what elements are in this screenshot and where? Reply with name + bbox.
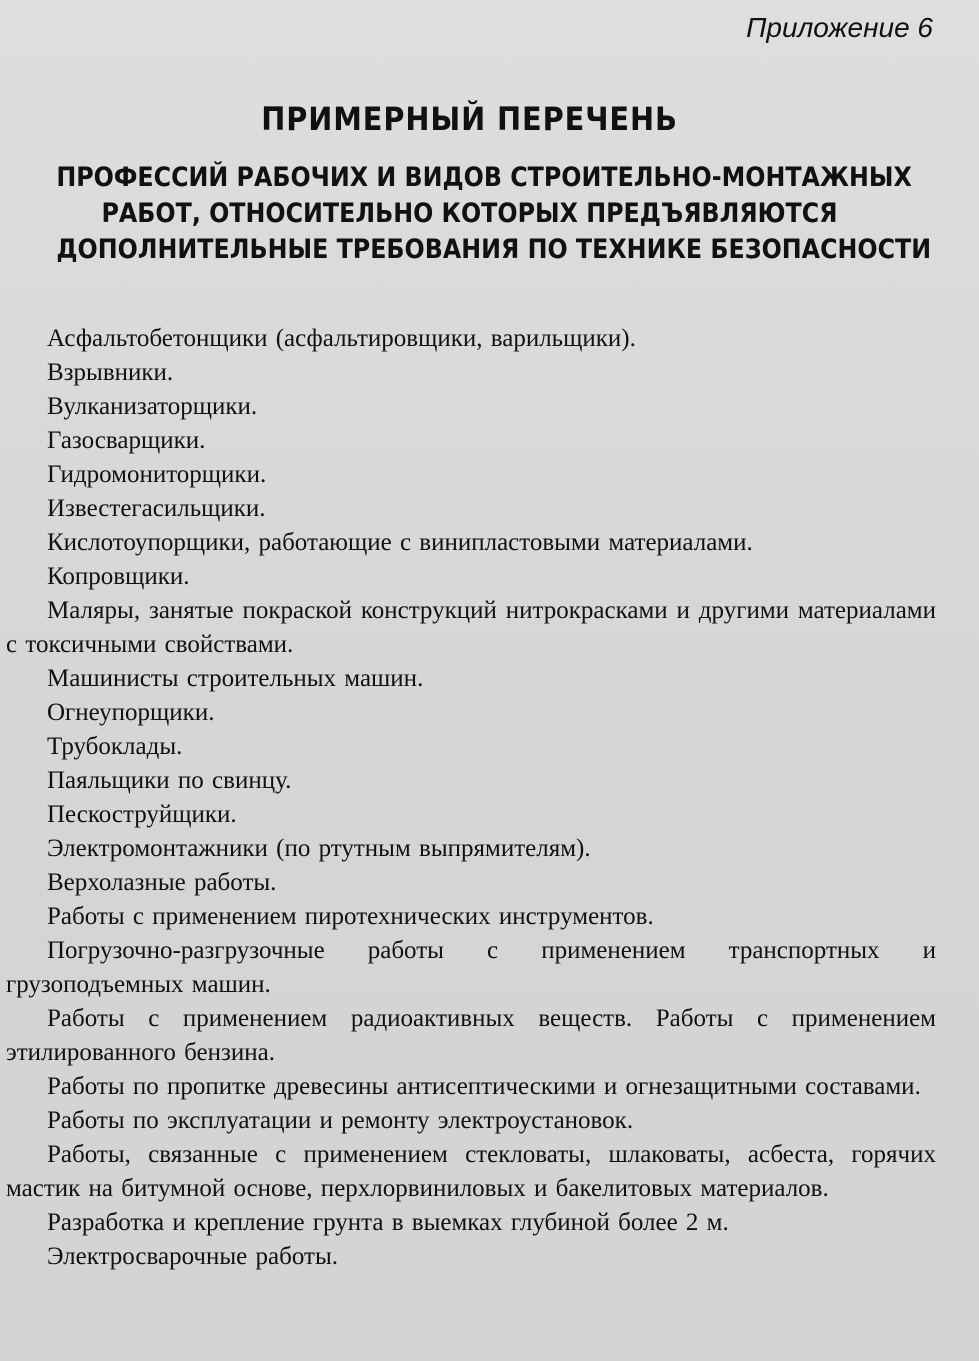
- list-item: Кислотоупорщики, работающие с винипластовыми материалами.: [47, 529, 753, 556]
- subtitle-line: ПРОФЕССИЙ РАБОЧИХ И ВИДОВ СТРОИТЕЛЬНО-МОНТАЖНЫХ: [56, 162, 912, 193]
- list-item: Гидромониторщики.: [47, 461, 267, 488]
- list-item: Электромонтажники (по ртутным выпрямителям).: [47, 835, 591, 862]
- list-item: Огнеупорщики.: [47, 699, 215, 726]
- document-subtitle: [56, 160, 932, 268]
- list-item: Работы с применением радиоактивных веществ. Работы с применением этилированного бензина.: [6, 1005, 936, 1066]
- list-item: Паяльщики по свинцу.: [47, 767, 292, 794]
- appendix-label: Приложение 6: [746, 12, 933, 43]
- list-item: Асфальтобетонщики (асфальтировщики, варильщики).: [47, 325, 636, 352]
- list-item: Взрывники.: [47, 359, 174, 386]
- list-item: Погрузочно-разгрузочные работы с применением транспортных и грузоподъемных машин.: [6, 937, 936, 998]
- list-item: Газосварщики.: [47, 427, 206, 454]
- list-item: Вулканизаторщики.: [47, 393, 258, 420]
- subtitle-line: ДОПОЛНИТЕЛЬНЫЕ ТРЕБОВАНИЯ ПО ТЕХНИКЕ БЕЗОПАСНОСТИ: [56, 234, 932, 265]
- list-item: Маляры, занятые покраской конструкций нитрокрасками и другими материалами с токсичными свойствами.: [6, 597, 936, 658]
- list-item: Электросварочные работы.: [47, 1243, 338, 1270]
- subtitle-line: РАБОТ, ОТНОСИТЕЛЬНО КОТОРЫХ ПРЕДЪЯВЛЯЮТСЯ: [101, 198, 838, 229]
- document-title: ПРИМЕРНЫЙ ПЕРЕЧЕНЬ: [261, 100, 678, 138]
- list-item: Пескоструйщики.: [47, 801, 237, 828]
- list-item: Работы, связанные с применением стекловаты, шлаковаты, асбеста, горячих мастик на битумной основе, перхлорвиниловых и бакелитовых материалов.: [6, 1141, 936, 1202]
- list-item: Работы с применением пиротехнических инструментов.: [47, 903, 654, 930]
- list-item: Трубоклады.: [47, 733, 183, 760]
- list-item: Известегасильщики.: [47, 495, 266, 522]
- list-item: Разработка и крепление грунта в выемках глубиной более 2 м.: [47, 1209, 729, 1236]
- list-item: Работы по пропитке древесины антисептическими и огнезащитными составами.: [47, 1073, 921, 1100]
- profession-list: [6, 322, 936, 1274]
- list-item: Копровщики.: [47, 563, 190, 590]
- list-item: Машинисты строительных машин.: [47, 665, 424, 692]
- list-item: Верхолазные работы.: [47, 869, 277, 896]
- list-item: Работы по эксплуатации и ремонту электроустановок.: [47, 1107, 634, 1134]
